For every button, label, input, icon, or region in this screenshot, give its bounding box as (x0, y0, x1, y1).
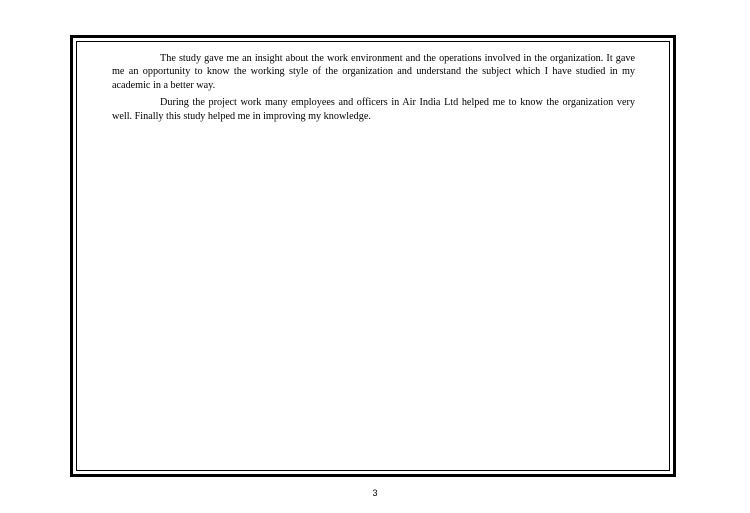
paragraph-study-insight: The study gave me an insight about the work environment and the operations involved in the organization. It gave me an opportunity to know the working style of the organization and understand the subject which I have studied in my academic in a better way. (112, 53, 635, 91)
page-body (112, 52, 635, 127)
paragraph-project-work: During the project work many employees and officers in Air India Ltd helped me to know the organization very well. Finally this study helped me in improving my knowledge. (112, 97, 635, 122)
page-number: 3 (372, 488, 378, 498)
